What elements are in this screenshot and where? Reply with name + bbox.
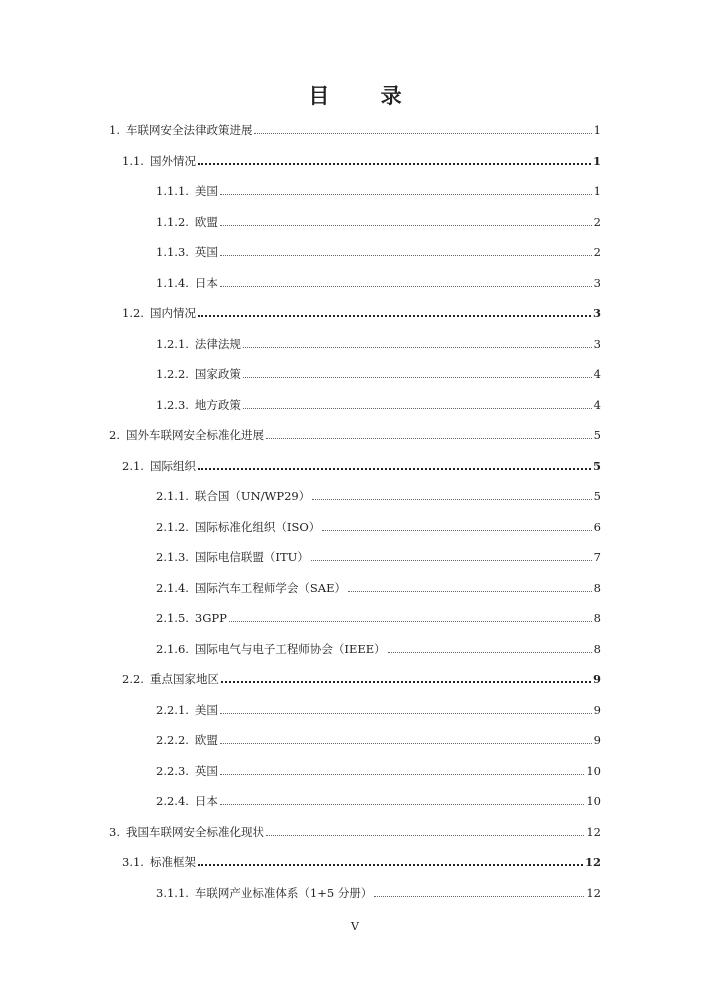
toc-entry-page: 5 [592, 458, 601, 473]
toc-entry-label: 国际汽车工程师学会（SAE） [194, 580, 346, 595]
toc-leader-dots [374, 896, 584, 897]
toc-entry[interactable] [122, 144, 601, 168]
toc-entry[interactable] [156, 479, 601, 503]
toc-entry[interactable] [156, 876, 601, 900]
toc-entry-number: 3.1.1. [156, 885, 189, 900]
toc-leader-dots [266, 835, 584, 836]
toc-entry-number: 2.1. [122, 458, 144, 473]
toc-entry-label: 重点国家地区 [149, 672, 219, 686]
toc-leader-dots [220, 255, 592, 256]
toc-leader-dots [243, 408, 592, 409]
toc-entry[interactable] [109, 815, 601, 839]
toc-entry[interactable] [156, 266, 601, 290]
toc-entry-number: 3. [109, 824, 120, 839]
toc-entry[interactable] [156, 784, 601, 808]
toc-entry-page: 6 [593, 519, 601, 534]
toc-entry-page: 3 [592, 306, 601, 320]
toc-entry-label: 日本 [194, 275, 218, 290]
toc-entry-page: 12 [586, 824, 601, 839]
toc-entry-number: 2.1.4. [156, 580, 189, 595]
toc-entry[interactable] [156, 571, 601, 595]
toc-leader-dots [266, 438, 592, 439]
toc-leader-dots [312, 499, 591, 500]
toc-entry-page: 10 [586, 763, 601, 778]
toc-entry[interactable] [156, 540, 601, 564]
toc-entry-label: 日本 [194, 794, 218, 808]
toc-entry-number: 3.1. [122, 855, 144, 869]
toc-entry-page: 4 [593, 397, 601, 412]
toc-entry-label: 国际标准化组织（ISO） [194, 519, 321, 534]
toc-entry-label: 美国 [194, 184, 218, 198]
toc-leader-dots [220, 743, 592, 744]
toc-leader-dots [388, 652, 592, 653]
toc-entry-label: 英国 [194, 763, 218, 778]
toc-entry-label: 欧盟 [194, 733, 218, 747]
toc-entry-number: 2.1.1. [156, 489, 189, 503]
toc-entry-number: 2. [109, 428, 120, 442]
toc-entry-page: 12 [586, 885, 601, 900]
toc-entry-label: 我国车联网安全标准化现状 [125, 824, 264, 839]
toc-entry-number: 1.2.3. [156, 397, 189, 412]
toc-entry-label: 国家政策 [194, 367, 241, 381]
toc-entry[interactable] [156, 327, 601, 351]
toc-entry[interactable] [156, 510, 601, 534]
toc-entry-page: 12 [584, 855, 601, 869]
toc-entry[interactable] [156, 205, 601, 229]
toc-entry-label: 国际电信联盟（ITU） [194, 550, 309, 564]
toc-title: 目 录 [308, 84, 424, 108]
toc-entry[interactable] [156, 601, 601, 625]
toc-entry[interactable] [156, 174, 601, 198]
toc-entry[interactable] [109, 113, 601, 137]
toc-leader-dots [254, 133, 591, 134]
toc-entry[interactable] [156, 235, 601, 259]
toc-entry-page: 9 [593, 702, 601, 717]
toc-entry-label: 国际组织 [149, 458, 196, 473]
toc-entry[interactable] [156, 693, 601, 717]
toc-entry[interactable] [122, 845, 601, 869]
toc-entry-label: 国外情况 [149, 153, 196, 168]
toc-entry[interactable] [109, 418, 601, 442]
toc-entry[interactable] [156, 754, 601, 778]
toc-leader-dots [221, 681, 591, 683]
toc-entry-label: 国外车联网安全标准化进展 [125, 428, 264, 442]
toc-entry-label: 英国 [194, 245, 218, 259]
toc-entry-page: 9 [592, 672, 601, 686]
toc-entry-number: 2.2. [122, 672, 144, 686]
toc-entry[interactable] [156, 357, 601, 381]
toc-entry-page: 10 [586, 794, 601, 808]
toc-entry[interactable] [122, 296, 601, 320]
toc-entry-label: 联合国（UN/WP29） [194, 489, 311, 503]
toc-entry-label: 法律法规 [194, 336, 241, 351]
toc-leader-dots [198, 468, 591, 470]
toc-entry-number: 2.2.1. [156, 702, 189, 717]
toc-entry-number: 2.1.2. [156, 519, 189, 534]
toc-leader-dots [243, 347, 592, 348]
toc-entry-page: 7 [593, 550, 601, 564]
toc-entry-number: 2.1.5. [156, 611, 189, 625]
toc-entry-label: 国内情况 [149, 306, 196, 320]
toc-entry-page: 1 [593, 123, 601, 137]
toc-entry-number: 1.1.3. [156, 245, 189, 259]
toc-leader-dots [220, 286, 592, 287]
toc-entry-number: 1.2. [122, 306, 144, 320]
toc-entry-page: 5 [593, 489, 601, 503]
toc-entry-number: 1.2.1. [156, 336, 189, 351]
toc-entry-label: 地方政策 [194, 397, 241, 412]
toc-entry[interactable] [156, 723, 601, 747]
toc-entry-number: 2.2.4. [156, 794, 189, 808]
toc-entry[interactable] [156, 632, 601, 656]
toc-leader-dots [198, 315, 591, 317]
toc-entry-page: 8 [593, 641, 601, 656]
toc-entry-page: 1 [593, 184, 601, 198]
toc-leader-dots [198, 163, 591, 165]
toc-entry-label: 国际电气与电子工程师协会（IEEE） [194, 641, 386, 656]
toc-entry-page: 3 [593, 336, 601, 351]
toc-leader-dots [322, 530, 591, 531]
toc-entry-label: 标准框架 [149, 855, 196, 869]
toc-entry-page: 8 [593, 611, 601, 625]
toc-entry-number: 1.1.2. [156, 214, 189, 229]
toc-entry-page: 8 [593, 580, 601, 595]
toc-entry-number: 1.1.4. [156, 275, 189, 290]
toc-entry-number: 1.2.2. [156, 367, 189, 381]
toc-entry-page: 5 [593, 428, 601, 442]
toc-leader-dots [198, 864, 583, 866]
toc-entry-page: 2 [593, 245, 601, 259]
toc-entry-number: 2.2.3. [156, 763, 189, 778]
toc-leader-dots [348, 591, 592, 592]
toc-entry-number: 1.1.1. [156, 184, 189, 198]
page-number: V [351, 920, 359, 933]
toc-leader-dots [220, 774, 584, 775]
toc-entry[interactable] [122, 449, 601, 473]
toc-entry-label: 美国 [194, 702, 218, 717]
toc-leader-dots [220, 194, 592, 195]
toc-entry-page: 4 [593, 367, 601, 381]
toc-entry-label: 3GPP [194, 611, 227, 625]
toc-entry-page: 9 [593, 733, 601, 747]
toc-entry-label: 车联网安全法律政策进展 [125, 123, 253, 137]
toc-entry-number: 2.1.3. [156, 550, 189, 564]
toc-entry-label: 欧盟 [194, 214, 218, 229]
toc-leader-dots [229, 621, 592, 622]
toc-entry-page: 2 [593, 214, 601, 229]
toc-entry-label: 车联网产业标准体系（1+5 分册） [194, 885, 373, 900]
toc-leader-dots [220, 804, 584, 805]
toc-entry-number: 1. [109, 123, 120, 137]
toc-leader-dots [220, 225, 592, 226]
toc-entry-number: 2.2.2. [156, 733, 189, 747]
toc-entry-page: 3 [593, 275, 601, 290]
toc-entry-page: 1 [592, 153, 601, 168]
toc-leader-dots [311, 560, 592, 561]
toc-entry-number: 2.1.6. [156, 641, 189, 656]
toc-leader-dots [243, 377, 592, 378]
toc-entry[interactable] [122, 662, 601, 686]
toc-entry[interactable] [156, 388, 601, 412]
toc-entry-number: 1.1. [122, 153, 144, 168]
toc-leader-dots [220, 713, 592, 714]
